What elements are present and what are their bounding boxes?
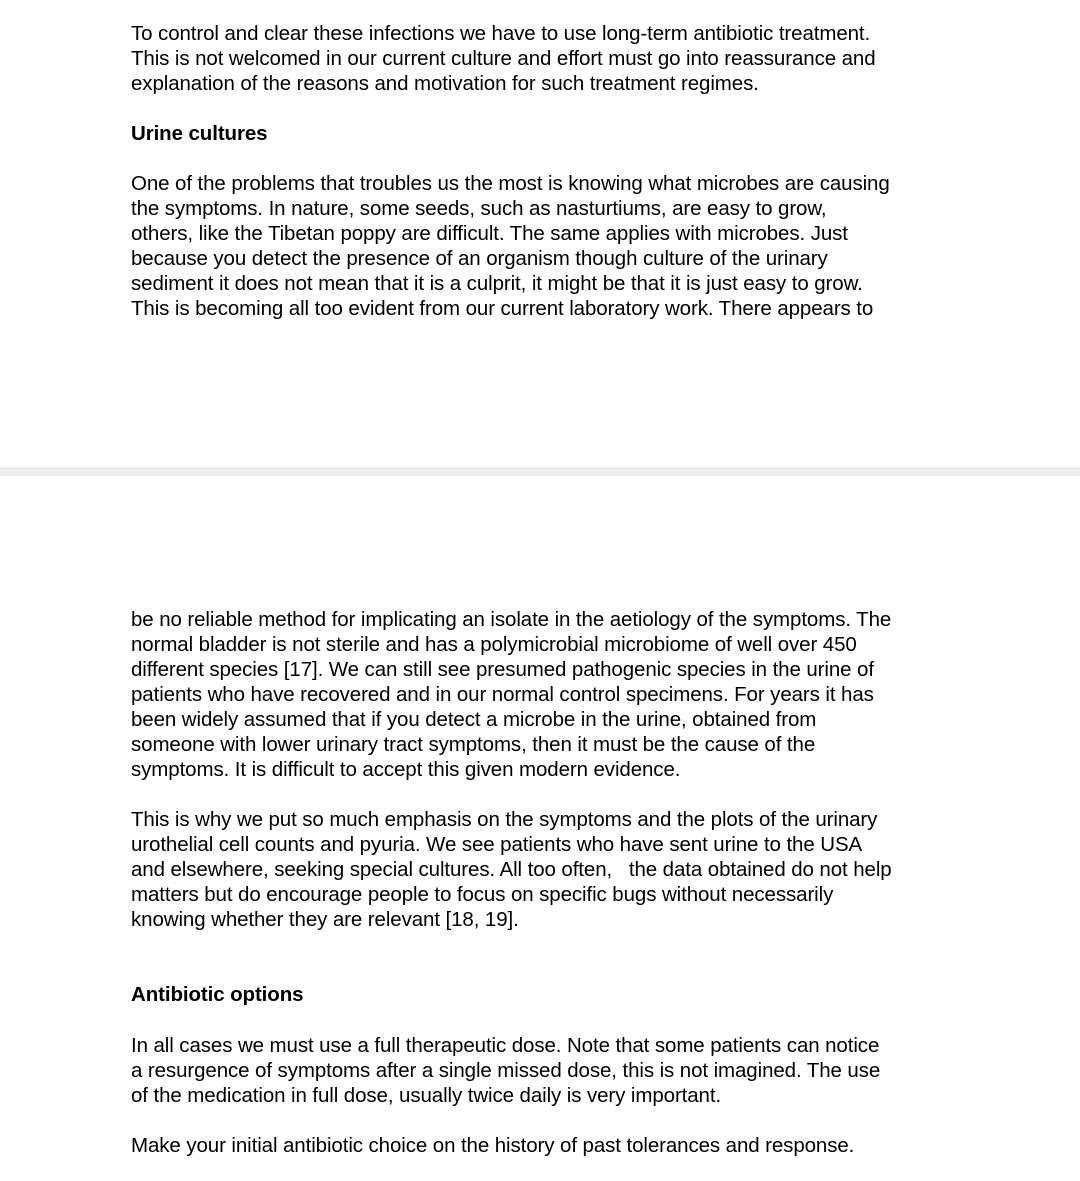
text-line: been widely assumed that if you detect a microbe in the urine, obtained from	[131, 708, 817, 731]
text-line: a resurgence of symptoms after a single missed dose, this is not imagined. The use	[131, 1059, 881, 1082]
text-line: others, like the Tibetan poppy are difficult. The same applies with microbes. Just	[131, 222, 848, 245]
text-line: urothelial cell counts and pyuria. We see patients who have sent urine to the USA	[131, 833, 863, 856]
document-page-top	[0, 0, 1080, 467]
text-line: symptoms. It is difficult to accept this given modern evidence.	[131, 758, 681, 781]
text-line: because you detect the presence of an organism though culture of the urinary	[131, 247, 828, 270]
text-line: of the medication in full dose, usually twice daily is very important.	[131, 1084, 722, 1107]
text-line: different species [17]. We can still see presumed pathogenic species in the urine of	[131, 658, 874, 681]
text-line: Make your initial antibiotic choice on the history of past tolerances and response.	[131, 1134, 855, 1157]
text-line: matters but do encourage people to focus on specific bugs without necessarily	[131, 883, 834, 906]
document-page-bottom	[0, 476, 1080, 1181]
text-line: To control and clear these infections we have to use long-term antibiotic treatment.	[131, 22, 871, 45]
text-line: sediment it does not mean that it is a culprit, it might be that it is just easy to grow.	[131, 272, 863, 295]
section-heading-antibiotic-options: Antibiotic options	[131, 983, 304, 1006]
text-line: One of the problems that troubles us the most is knowing what microbes are causing	[131, 172, 890, 195]
text-line: This is becoming all too evident from our current laboratory work. There appears to	[131, 297, 874, 320]
text-line: This is not welcomed in our current culture and effort must go into reassurance and	[131, 47, 876, 70]
text-line: patients who have recovered and in our normal control specimens. For years it has	[131, 683, 874, 706]
page-separator	[0, 467, 1080, 476]
text-line: the symptoms. In nature, some seeds, such as nasturtiums, are easy to grow,	[131, 197, 827, 220]
section-heading-urine-cultures: Urine cultures	[131, 122, 268, 145]
text-line: In all cases we must use a full therapeutic dose. Note that some patients can notice	[131, 1034, 880, 1057]
text-line: knowing whether they are relevant [18, 19].	[131, 908, 519, 931]
text-line: normal bladder is not sterile and has a polymicrobial microbiome of well over 450	[131, 633, 857, 656]
text-line: This is why we put so much emphasis on the symptoms and the plots of the urinary	[131, 808, 878, 831]
text-line: be no reliable method for implicating an isolate in the aetiology of the symptoms. The	[131, 608, 892, 631]
text-line: explanation of the reasons and motivation for such treatment regimes.	[131, 72, 759, 95]
text-line: someone with lower urinary tract symptoms, then it must be the cause of the	[131, 733, 816, 756]
text-line: and elsewhere, seeking special cultures. All too often, the data obtained do not help	[131, 858, 892, 881]
